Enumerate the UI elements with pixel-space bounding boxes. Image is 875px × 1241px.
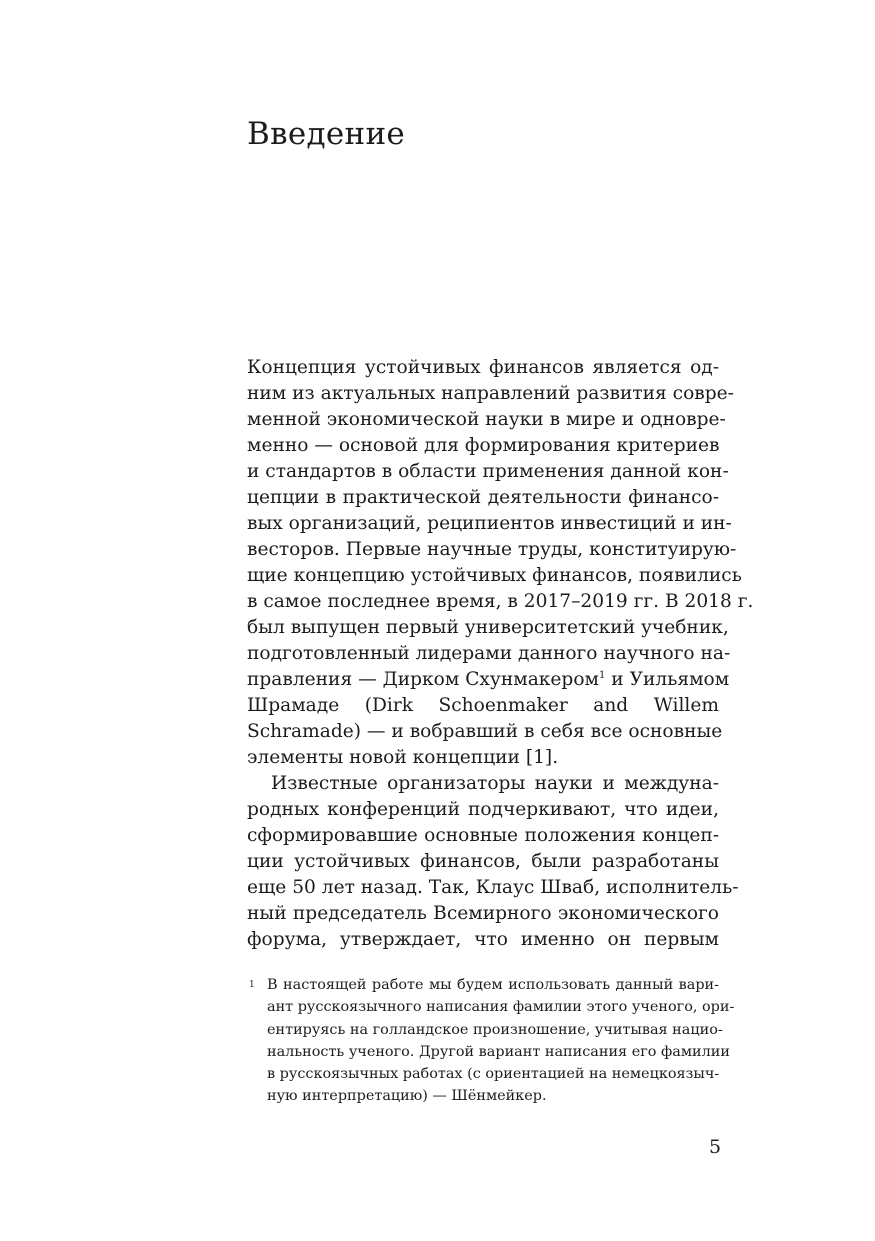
text-line: весторов. Первые научные труды, конституирую- [247, 539, 737, 560]
text-fragment: и Уильямом [605, 669, 730, 690]
text-line: ним из актуальных направлений развития совре- [247, 383, 734, 404]
paragraph-2 [247, 771, 739, 953]
text-line: менной экономической науки в мире и одновре- [247, 409, 726, 430]
text-line: цепции в практической деятельности финансо- [247, 487, 719, 508]
text-line: щие концепцию устойчивых финансов, появились [247, 565, 742, 586]
text-line: форума, утверждает, что именно он первым [247, 929, 719, 950]
body-text [247, 355, 754, 953]
text-line: Концепция устойчивых финансов является од- [247, 357, 719, 378]
text-line: Известные организаторы науки и междуна- [271, 773, 719, 794]
footnote-line: нальность ученого. Другой вариант написания его фамилии [267, 1043, 730, 1060]
footnote-marker: 1 [249, 980, 255, 990]
text-line: был выпущен первый университетский учебник, [247, 617, 729, 638]
text-line: и стандартов в области применения данной кон- [247, 461, 729, 482]
text-line: подготовленный лидерами данного научного на- [247, 643, 731, 664]
text-fragment: правления — Дирком Схунмакером [247, 669, 599, 690]
text-line: ный председатель Всемирного экономического [247, 903, 719, 924]
footnote-line: в русскоязычных работах (с ориентацией на немецкоязыч- [267, 1066, 720, 1083]
text-line: еще 50 лет назад. Так, Клаус Шваб, исполнитель- [247, 877, 739, 898]
paragraph-1 [247, 355, 754, 771]
text-line-with-footnote-ref [247, 667, 730, 693]
footnote-text [267, 974, 735, 1108]
text-line: сформировавшие основные положения концеп- [247, 825, 719, 846]
chapter-title: Введение [247, 116, 406, 152]
text-line: в самое последнее время, в 2017–2019 гг. В 2018 г. [247, 591, 754, 612]
footnote-line: ную интерпретацию) — Шёнмейкер. [267, 1088, 547, 1105]
footnote-line: ант русскоязычного написания фамилии этого ученого, ори- [267, 999, 735, 1016]
footnote-reference[interactable]: 1 [598, 670, 606, 681]
text-line: ции устойчивых финансов, были разработаны [247, 851, 719, 872]
footnote-line: ентируясь на голландское произношение, учитывая нацио- [267, 1021, 723, 1038]
footnote-line: В настоящей работе мы будем использовать данный вари- [267, 977, 719, 993]
page-number: 5 [709, 1136, 722, 1158]
text-line: Шрамаде (Dirk Schoenmaker and Willem [247, 695, 719, 716]
text-line: родных конференций подчеркивают, что идеи, [247, 799, 719, 820]
text-line: Schramade) — и вобравший в себя все основные [247, 721, 723, 742]
text-line: менно — основой для формирования критериев [247, 435, 720, 456]
text-line: вых организаций, реципиентов инвестиций и ин- [247, 513, 732, 534]
footnote [247, 974, 735, 1108]
text-line: элементы новой концепции [1]. [247, 747, 559, 768]
